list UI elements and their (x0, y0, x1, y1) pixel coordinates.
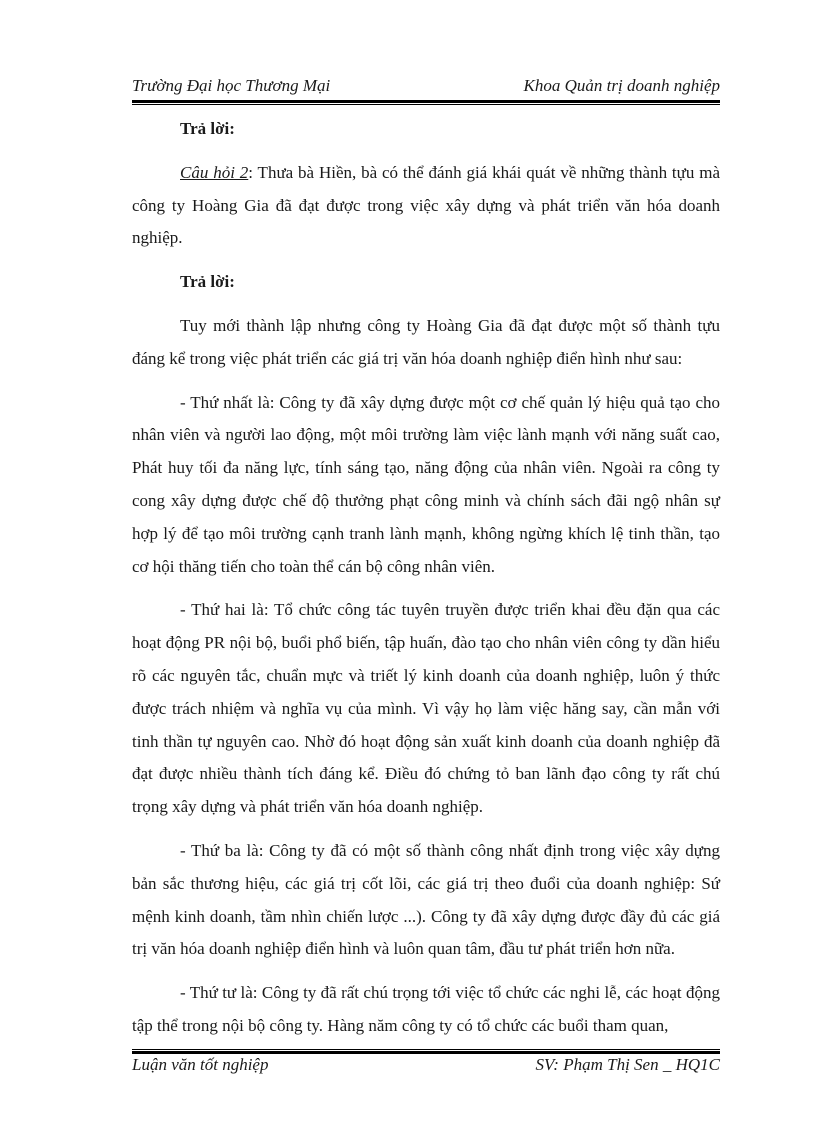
footer-divider (132, 1049, 720, 1054)
header-faculty-name: Khoa Quản trị doanh nghiệp (523, 76, 720, 95)
header-divider (132, 100, 720, 105)
question-text: : Thưa bà Hiền, bà có thể đánh giá khái quát về những thành tựu mà công ty Hoàng Gia đã đạt được trong việc xây dựng và phát triển văn hóa doanh nghiệp. (132, 162, 720, 248)
body-paragraph: - Thứ hai là: Tổ chức công tác tuyên truyền được triển khai đều đặn qua các hoạt động PR nội bộ, buổi phổ biến, tập huấn, đào tạo cho nhân viên công ty dần hiểu rõ các nguyên tắc, chuẩn mực và triết lý kinh doanh của doanh nghiệp, luôn ý thức được trách nhiệm và nghĩa vụ của mình. Vì vậy họ làm việc hăng say, cần mẫn với tinh thần tự nguyên cao. Nhờ đó hoạt động sản xuất kinh doanh của doanh nghiệp đã đạt được nhiều thành tích đáng kể. Điều đó chứng tỏ ban lãnh đạo công ty rất chú trọng xây dựng và phát triển văn hóa doanh nghiệp. (132, 600, 720, 817)
answer-label: Trả lời: (180, 272, 235, 292)
page-header (132, 74, 720, 96)
body-paragraph: Tuy mới thành lập nhưng công ty Hoàng Gia đã đạt được một số thành tựu đáng kể trong việc phát triển các giá trị văn hóa doanh nghiệp điển hình như sau: (132, 315, 720, 368)
question-paragraph (132, 157, 720, 255)
question-label: Câu hỏi 2 (180, 162, 249, 182)
page-footer (132, 1055, 720, 1075)
footer-thesis-label: Luận văn tốt nghiệp (132, 1055, 269, 1074)
header-school-name: Trường Đại học Thương Mại (132, 76, 331, 95)
body-paragraph: - Thứ nhất là: Công ty đã xây dựng được một cơ chế quản lý hiệu quả tạo cho nhân viên và người lao động, một môi trường làm việc lành mạnh với năng suất cao, Phát huy tối đa năng lực, tính sáng tạo, năng động của nhân viên. Ngoài ra công ty cong xây dựng được chế độ thưởng phạt công minh và chính sách đãi ngộ nhân sự hợp lý để tạo môi trường cạnh tranh lành mạnh, không ngừng khích lệ tinh thần, tạo cơ hội thăng tiến cho toàn thể cán bộ công nhân viên. (132, 392, 720, 576)
document-body (132, 113, 720, 1054)
answer-label: Trả lời: (180, 119, 235, 138)
footer-student-info: SV: Phạm Thị Sen _ HQ1C (535, 1055, 720, 1074)
body-paragraph: - Thứ ba là: Công ty đã có một số thành công nhất định trong việc xây dựng bản sắc thương hiệu, các giá trị cốt lõi, các giá trị theo đuổi của doanh nghiệp: Sứ mệnh kinh doanh, tầm nhìn chiến lược ...). Công ty đã xây dựng được đầy đủ các giá trị văn hóa doanh nghiệp điển hình và luôn quan tâm, đầu tư phát triển hơn nữa. (132, 840, 720, 959)
body-paragraph: - Thứ tư là: Công ty đã rất chú trọng tới việc tổ chức các nghi lễ, các hoạt động tập thể trong nội bộ công ty. Hàng năm công ty có tổ chức các buổi tham quan, (132, 983, 720, 1035)
